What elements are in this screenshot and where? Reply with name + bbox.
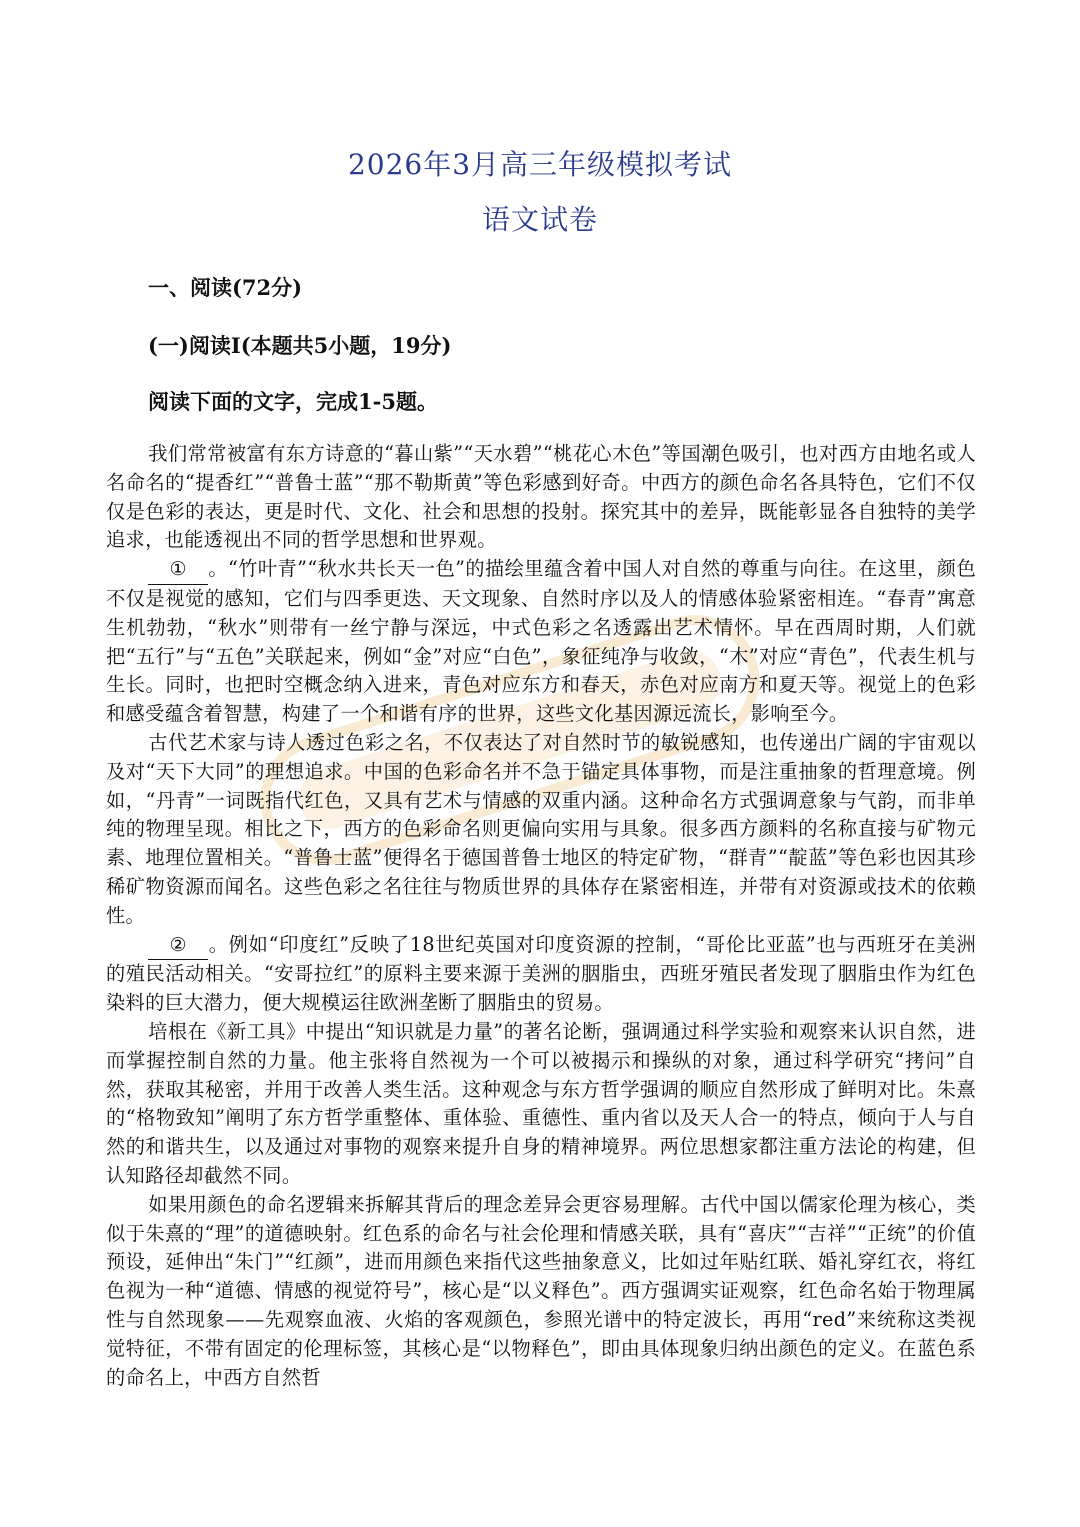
subsection-heading-reading-1: (一)阅读Ⅰ(本题共5小题，19分): [148, 333, 452, 358]
fill-blank-1: ①: [148, 555, 208, 585]
passage-paragraph: 我们常常被富有东方诗意的“暮山紫”“天水碧”“桃花心木色”等国潮色吸引，也对西方由地名或人名命名的“提香红”“普鲁士蓝”“那不勒斯黄”等色彩感到好奇。中西方的颜色命名各具特色，它们不仅仅是色彩的表达，更是时代、文化、社会和思想的投射。探究其中的差异，既能彰显各自独特的美学追求，也能透视出不同的哲学思想和世界观。: [106, 442, 976, 552]
passage-paragraph: 培根在《新工具》中提出“知识就是力量”的著名论断，强调通过科学实验和观察来认识自然，进而掌握控制自然的力量。他主张将自然视为一个可以被揭示和操纵的对象，通过科学研究“拷问”自然，获取其秘密，并用于改善人类生活。这种观念与东方哲学强调的顺应自然形成了鲜明对比。朱熹的“格物致知”阐明了东方哲学重整体、重体验、重德性、重内省以及天人合一的特点，倾向于人与自然的和谐共生，以及通过对事物的观察来提升自身的精神境界。两位思想家都注重方法论的构建，但认知路径却截然不同。: [106, 1019, 976, 1187]
question-instruction: 阅读下面的文字，完成1-5题。: [148, 389, 438, 414]
passage-paragraph: 如果用颜色的命名逻辑来拆解其背后的理念差异会更容易理解。古代中国以儒家伦理为核心，类似于朱熹的“理”的道德映射。红色系的命名与社会伦理和情感关联，具有“喜庆”“吉祥”“正统”的价值预设，延伸出“朱门”“红颜”，进而用颜色来指代这些抽象意义，比如过年贴红联、婚礼穿红衣，将红色视为一种“道德、情感的视觉符号”，核心是“以义释色”。西方强调实证观察，红色命名始于物理属性与自然现象——先观察血液、火焰的客观颜色，参照光谱中的特定波长，再用“red”来统称这类视觉特征，不带有固定的伦理标签，其核心是“以物释色”，即由具体现象归纳出颜色的定义。在蓝色系的命名上，中西方自然哲: [106, 1192, 976, 1389]
exam-subject-title: 语文试卷: [481, 203, 598, 236]
passage-text: 。例如“印度红”反映了18世纪英国对印度资源的控制，“哥伦比亚蓝”也与西班牙在美洲的殖民活动相关。“安哥拉红”的原料主要来源于美洲的胭脂虫，西班牙殖民者发现了胭脂虫作为红色染料的巨大潜力，便大规模运往欧洲垄断了胭脂虫的贸易。: [106, 932, 976, 1015]
reading-passage: [106, 440, 976, 1392]
passage-paragraph: [106, 931, 976, 1018]
passage-paragraph: 古代艺术家与诗人透过色彩之名，不仅表达了对自然时节的敏锐感知，也传递出广阔的宇宙观以及对“天下大同”的理想追求。中国的色彩命名并不急于锚定具体事物，而是注重抽象的哲理意境。例如，“丹青”一词既指代红色，又具有艺术与情感的双重内涵。这种命名方式强调意象与气韵，而非单纯的物理呈现。相比之下，西方的色彩命名则更偏向实用与具象。很多西方颜料的名称直接与矿物元素、地理位置相关。“普鲁士蓝”便得名于德国普鲁士地区的特定矿物，“群青”“靛蓝”等色彩也因其珍稀矿物资源而闻名。这些色彩之名往往与物质世界的具体存在紧密相连，并带有对资源或技术的依赖性。: [106, 730, 976, 927]
section-heading-reading: 一、阅读(72分): [148, 275, 303, 300]
fill-blank-2: ②: [148, 931, 208, 961]
passage-paragraph: [106, 555, 976, 729]
exam-title: 2026年3月高三年级模拟考试: [347, 148, 733, 181]
passage-text: 。“竹叶青”“秋水共长天一色”的描绘里蕴含着中国人对自然的尊重与向往。在这里，颜色不仅是视觉的感知，它们与四季更迭、天文现象、自然时序以及人的情感体验紧密相连。“春青”寓意生机勃勃，“秋水”则带有一丝宁静与深远，中式色彩之名透露出艺术情怀。早在西周时期，人们就把“五行”与“五色”关联起来，例如“金”对应“白色”，象征纯净与收敛，“木”对应“青色”，代表生机与生长。同时，也把时空概念纳入进来，青色对应东方和春天，赤色对应南方和夏天等。视觉上的色彩和感受蕴含着智慧，构建了一个和谐有序的世界，这些文化基因源远流长，影响至今。: [106, 557, 976, 726]
